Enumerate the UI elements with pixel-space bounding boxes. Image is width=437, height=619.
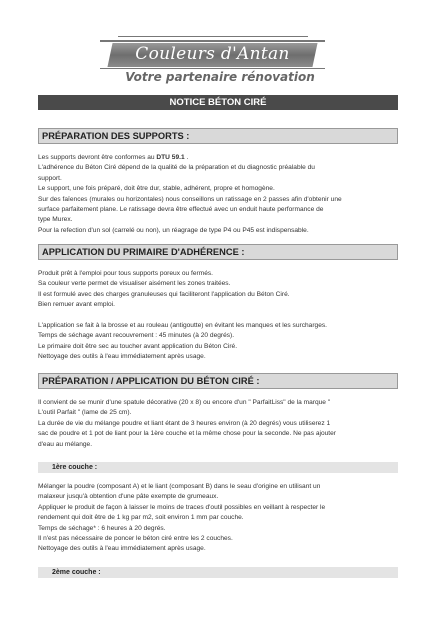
logo-stripe-top (100, 40, 325, 42)
text-line: sac de poudre et 1 pot de liant pour la 1ère couche et la même chose pour la seconde. Ne pas ajouter (38, 430, 337, 438)
text-line: L'application se fait à la brosse et au rouleau (antigoutte) en évitant les manques et les surcharges. (38, 322, 327, 329)
text-line: Mélanger la poudre (composant A) et le liant (composant B) dans le seau d'origine en utilisant un (38, 483, 321, 490)
text-line: type Murex. (38, 216, 73, 224)
text-line: Produit prêt à l'emploi pour tous supports poreux ou fermés. (38, 270, 213, 277)
logo-title: Couleurs d'Antan (135, 44, 290, 64)
text-line (38, 153, 400, 163)
text-line: support. (38, 174, 62, 182)
section-body-primaire-a (38, 269, 400, 311)
text-line: d'eau au mélange. (38, 440, 93, 448)
text-line: L'outil Parfait " (lame de 25 cm). (38, 409, 132, 417)
dtu-reference: DTU 59.1 (156, 154, 185, 161)
coat1-body (38, 482, 400, 555)
text-line: Nettoyage des outils à l'eau immédiatement après usage. (38, 545, 206, 553)
logo-stripe-bottom (100, 68, 325, 69)
text-line: Il est formulé avec des charges granuleuses qui faciliteront l'application du Béton Ciré. (38, 290, 290, 298)
brand-logo (0, 0, 437, 90)
section-heading-primaire: APPLICATION DU PRIMAIRE D'ADHÉRENCE : (38, 244, 398, 260)
text-line: Il convient de se munir d'une spatule décorative (20 x 8) ou encore d'un " ParfaitLiss" de la marque " (38, 399, 331, 406)
section-heading-beton: PRÉPARATION / APPLICATION DU BÉTON CIRÉ : (38, 373, 398, 389)
text-line: Sa couleur verte permet de visualiser aisément les zones traitées. (38, 280, 231, 288)
text-line: surface parfaitement plane. Le ratissage devra être effectué avec un enduit haute performance de (38, 206, 324, 214)
coat2-heading: 2ème couche : (38, 567, 398, 578)
text-line: Pour la refection d'un sol (carrelé ou non), un réagrage de type P4 ou P45 est indispensable. (38, 226, 309, 234)
text-line: rendement qui doit être de 1 kg par m2, soit environ 1 mm par couche. (38, 514, 244, 522)
text-line-0: Les supports devront être conformes au DTU 59.1 . (38, 154, 189, 161)
logo-subtitle: Votre partenaire rénovation (125, 70, 315, 84)
text-line: Le support, une fois préparé, doit être dur, stable, adhérent, propre et homogène. (38, 185, 275, 193)
section-body-supports (38, 153, 400, 236)
text-line: malaxeur jusqu'à obtention d'une pâte exempte de grumeaux. (38, 493, 219, 501)
text-line: Le primaire doit être sec au toucher avant application du Béton Ciré. (38, 342, 238, 350)
logo-stripe-top-thin (118, 36, 308, 37)
text-line: Sur des faïences (murales ou horizontales) nous conseillons un ratissage en 2 passes afin d'obtenir une (38, 195, 342, 203)
text-line: Nettoyage des outils à l'eau immédiatement après usage. (38, 353, 206, 361)
section-body-beton (38, 398, 400, 450)
coat1-heading: 1ère couche : (38, 462, 398, 473)
section-heading-supports: PRÉPARATION DES SUPPORTS : (38, 128, 398, 144)
notice-title: NOTICE BÉTON CIRÉ (38, 95, 398, 110)
text-line: La durée de vie du mélange poudre et liant étant de 3 heures environ (à 20 degrés) vous utiliserez 1 (38, 419, 331, 427)
section-body-primaire-b (38, 321, 400, 363)
text-line: Temps de séchage* : 6 heures à 20 degrés. (38, 524, 166, 532)
text-line: L'adhérence du Béton Ciré dépend de la qualité de la préparation et du diagnostic préalable du (38, 164, 315, 172)
text-line: Bien remuer avant emploi. (38, 301, 115, 309)
text-line: Il n'est pas nécessaire de poncer le béton ciré entre les 2 couches. (38, 535, 233, 543)
text-line: Appliquer le produit de façon à laisser le moins de traces d'outil possibles en veillant à respecter le (38, 503, 326, 511)
text-line: Temps de séchage avant recouvrement : 45 minutes (à 20 degrés). (38, 332, 235, 340)
